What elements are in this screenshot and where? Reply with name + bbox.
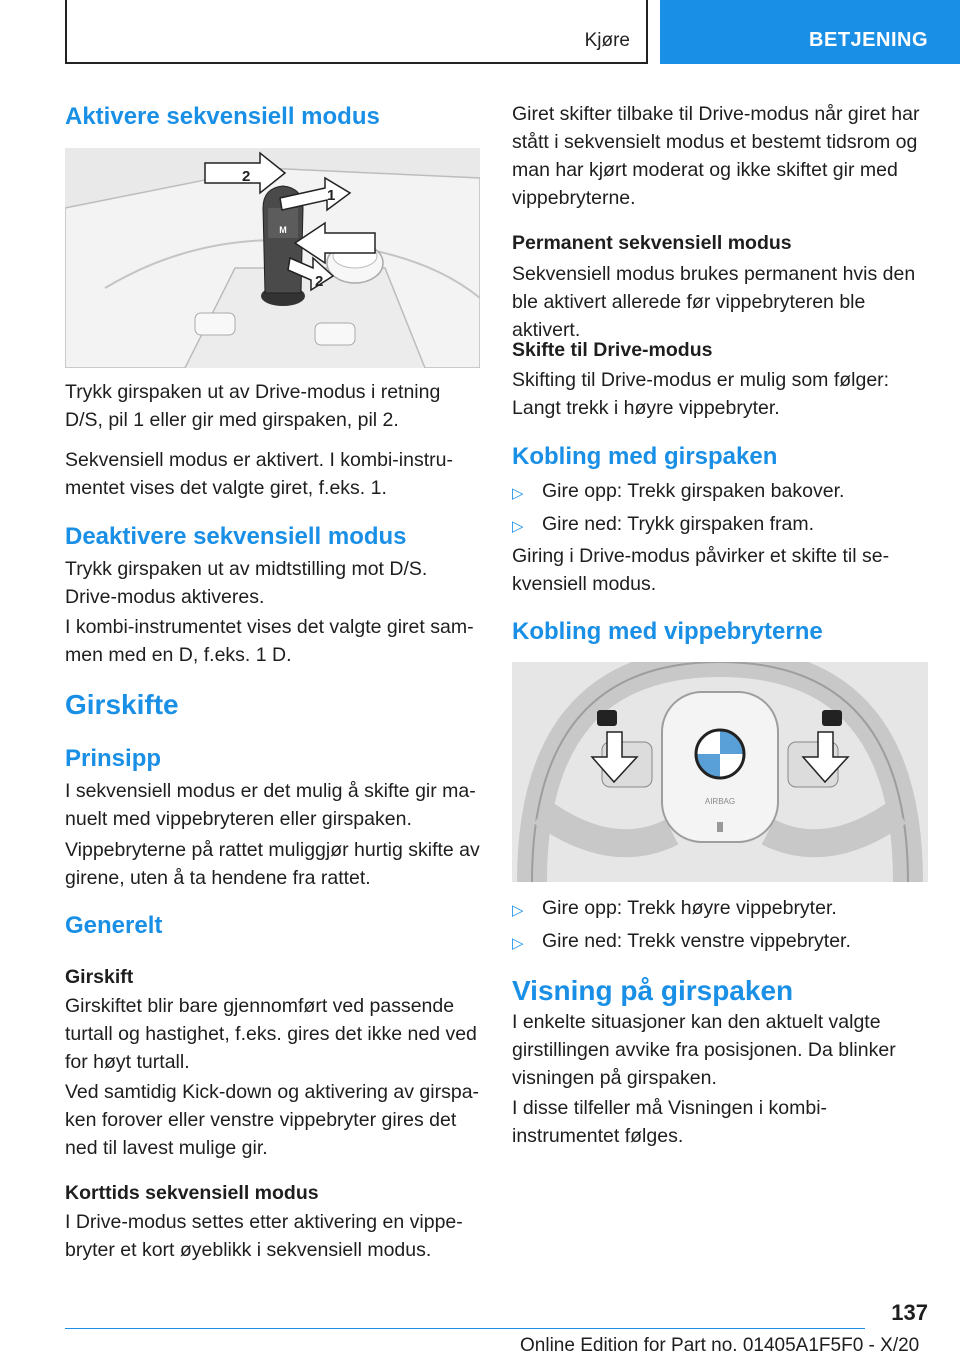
heading-generelt: Generelt [65, 912, 163, 939]
paragraph-deaktivere-2: I kombi-instrumentet vises det valgte giret sammen med en D, f.eks. 1 D. [65, 616, 474, 666]
heading-prinsipp: Prinsipp [65, 745, 162, 772]
triangle-bullet-icon: ▷ [512, 902, 524, 919]
triangle-bullet-icon: ▷ [512, 518, 524, 535]
paragraph-deaktivere-1: Trykk girspaken ut av midtstilling mot D/S. Drive-modus aktiveres. [65, 558, 428, 608]
arrow-1-label: 1 [327, 187, 336, 204]
triangle-bullet-icon: ▷ [512, 935, 524, 952]
paragraph-girskift-1: Girskiftet blir bare gjennomført ved passende turtall og hastighet, f.eks. gires det ikke ned ved for høyt turtall. [65, 995, 477, 1073]
footer-divider [65, 1328, 865, 1329]
heading-girskifte: Girskifte [65, 689, 179, 720]
heading-kobling-girspaken: Kobling med girspaken [512, 443, 778, 470]
paragraph-giret-skifter: Giret skifter tilbake til Drive-modus når giret har stått i sekvensielt modus et bestemt tidsrom og man har kjørt moderat og ikke skiftet gir med vippebryterne. [512, 103, 920, 209]
paragraph-sekv-aktivert: Sekvensiell modus er aktivert. I kombi-instrumentet vises det valgte giret, f.eks. 1. [65, 449, 453, 499]
arrow-2-top-label: 2 [242, 168, 251, 185]
edition-footer: Online Edition for Part no. 01405A1F5F0 - X/20 [520, 1335, 920, 1356]
bullet-text: Gire opp: Trekk girspaken bakover. [542, 480, 845, 502]
paragraph-prinsipp-1: I sekvensiell modus er det mulig å skifte gir manuelt med vippebryteren eller girspaken. [65, 780, 476, 830]
header-chapter-title: BETJENING [809, 29, 928, 51]
page-number: 137 [891, 1300, 928, 1325]
arrow-2-bottom-label: 2 [315, 273, 324, 290]
header-section-box [65, 0, 648, 64]
paragraph-girskift-2: Ved samtidig Kick-down og aktivering av girspaken forover eller venstre vippebryter gires det ned til lavest mulige gir. [65, 1081, 480, 1159]
heading-aktivere: Aktivere sekvensiell modus [65, 103, 380, 130]
paragraph-trykk: Trykk girspaken ut av Drive-modus i retning D/S, pil 1 eller gir med girspaken, pil 2. [65, 381, 441, 431]
header-section-title: Kjøre [584, 30, 630, 51]
bullet-text: Gire ned: Trykk girspaken fram. [542, 513, 815, 535]
triangle-bullet-icon: ▷ [512, 485, 524, 502]
bullet-text: Gire opp: Trekk høyre vippebryter. [542, 897, 837, 919]
heading-skifte-drive: Skifte til Drive-modus [512, 339, 713, 361]
steering-wheel-illustration [512, 662, 928, 882]
paragraph-korttids: I Drive-modus settes etter aktivering en vippebryter et kort øyeblikk i sekvensiell modus. [65, 1211, 463, 1261]
heading-permanent: Permanent sekvensiell modus [512, 232, 792, 254]
paragraph-giring: Giring i Drive-modus påvirker et skifte til sekvensiell modus. [512, 545, 890, 595]
gear-lever-illustration [65, 148, 480, 368]
heading-visning: Visning på girspaken [512, 975, 794, 1006]
heading-deaktivere: Deaktivere sekvensiell modus [65, 523, 407, 550]
paragraph-permanent: Sekvensiell modus brukes permanent hvis den ble aktivert allerede før vippebryteren ble aktivert. [512, 263, 916, 341]
header-chapter-tab [660, 0, 960, 64]
airbag-label: AIRBAG [704, 797, 736, 806]
bullet-text: Gire ned: Trekk venstre vippebryter. [542, 930, 851, 952]
paragraph-prinsipp-2: Vippebryterne på rattet muliggjør hurtig skifte av girene, uten å ta hendene fra rattet. [65, 839, 480, 889]
heading-kobling-vippe: Kobling med vippebryterne [512, 618, 823, 645]
paragraph-skifte-drive: Skifting til Drive-modus er mulig som følger: Langt trekk i høyre vippebryter. [512, 369, 890, 419]
paragraph-visning-2: I disse tilfeller må Visningen i kombi-instrumentet følges. [512, 1097, 828, 1147]
heading-korttids: Korttids sekvensiell modus [65, 1182, 319, 1204]
paragraph-visning-1: I enkelte situasjoner kan den aktuelt valgte girstillingen avvike fra posisjonen. Da blinker visningen på girspaken. [512, 1011, 896, 1089]
heading-girskift: Girskift [65, 966, 134, 988]
gear-logo-label: M [279, 225, 287, 235]
